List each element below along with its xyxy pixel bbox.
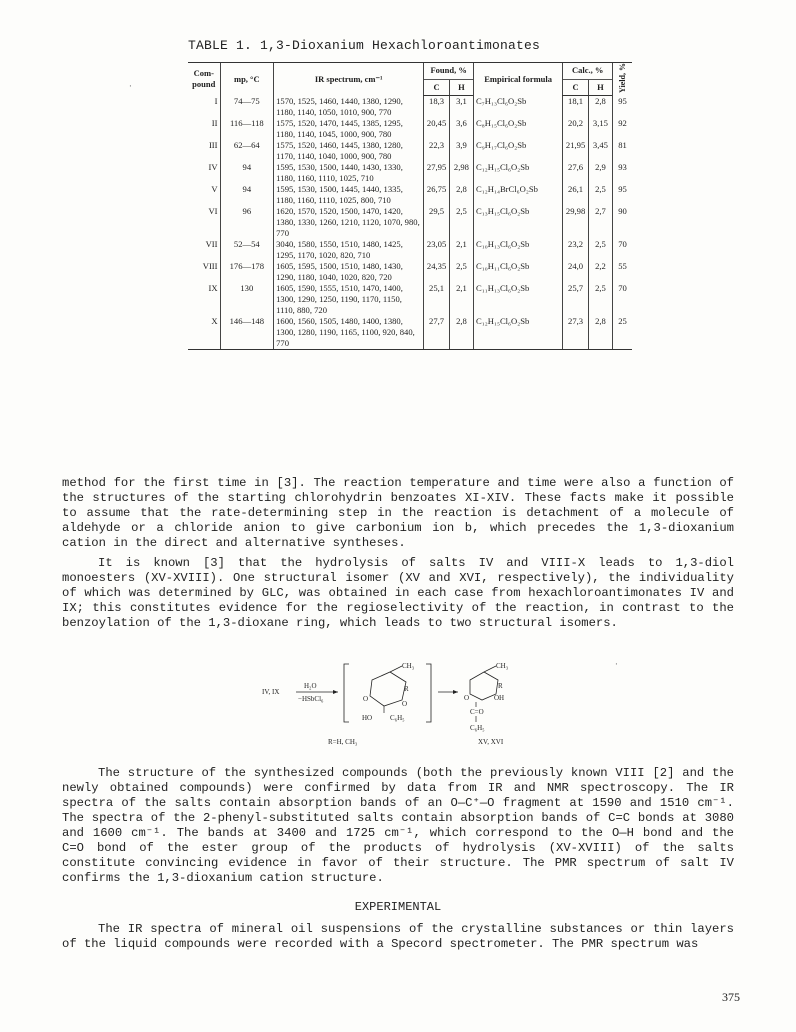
cell-calc-c: 21,95: [563, 140, 589, 162]
cell-calc-c: 25,7: [563, 283, 589, 316]
table-title: TABLE 1. 1,3-Dioxanium Hexachloroantimonates: [188, 38, 541, 53]
cell-ir: 1600, 1560, 1505, 1480, 1400, 1380, 1300, 1280, 1190, 1165, 1100, 920, 840, 770: [274, 316, 424, 350]
paragraph-2: [62, 556, 734, 631]
cell-found-h: 2,8: [449, 184, 473, 206]
scheme-oh: OH: [494, 694, 505, 702]
speck-mark: ·: [614, 660, 619, 669]
cell-ir: 1595, 1530, 1500, 1445, 1440, 1335, 1180, 1160, 1110, 1025, 800, 710: [274, 184, 424, 206]
cell-yield: 92: [613, 118, 632, 140]
cell-mp: 94: [220, 162, 274, 184]
scheme-start-label: IV, IX: [262, 688, 280, 696]
cell-calc-h: 2,8: [588, 316, 612, 350]
paragraph-3: [62, 766, 734, 886]
cell-calc-h: 2,9: [588, 162, 612, 184]
cell-formula: C₁₀H₁₁Cl₆O₂Sb: [474, 261, 563, 283]
cell-calc-h: 2,7: [588, 206, 612, 239]
cell-calc-c: 23,2: [563, 239, 589, 261]
cell-calc-c: 18,1: [563, 96, 589, 118]
table-row: [188, 261, 632, 283]
cell-formula: C₁₂H₁₄BrCl₆O₂Sb: [474, 184, 563, 206]
cell-ir: 1605, 1595, 1500, 1510, 1480, 1430, 1290, 1180, 1040, 1020, 820, 720: [274, 261, 424, 283]
paragraph-4: [62, 922, 734, 952]
table-row: [188, 206, 632, 239]
cell-compound: IX: [208, 282, 218, 293]
header-calc: Calc., %: [563, 63, 613, 80]
cell-compound: IV: [208, 161, 218, 172]
cell-ir: 1595, 1530, 1500, 1440, 1430, 1330, 1180, 1160, 1110, 1025, 710: [274, 162, 424, 184]
section-heading: EXPERIMENTAL: [354, 900, 442, 914]
cell-compound: VIII: [202, 260, 218, 271]
cell-yield: 25: [613, 316, 632, 350]
scheme-o-a2: O: [402, 700, 408, 708]
table-row: [188, 162, 632, 184]
cell-found-c: 27,95: [424, 162, 450, 184]
scheme-reagent-top: H₂O: [304, 682, 317, 690]
cell-found-c: 27,7: [424, 316, 450, 350]
cell-yield: 93: [613, 162, 632, 184]
cell-formula: C₇H₁₃Cl₆O₂Sb: [474, 96, 563, 118]
cell-mp: 176—178: [220, 261, 274, 283]
cell-found-h: 3,6: [449, 118, 473, 140]
header-yield: Yield, %: [613, 63, 632, 96]
cell-formula: C₉H₁₇Cl₆O₂Sb: [474, 140, 563, 162]
cell-formula: C₁₂H₁₅Cl₆O₂Sb: [474, 162, 563, 184]
cell-found-h: 2,1: [449, 239, 473, 261]
scheme-o-a1: O: [363, 695, 369, 703]
cell-found-c: 22,3: [424, 140, 450, 162]
table-row: [188, 118, 632, 140]
page-number: 375: [722, 990, 740, 1004]
paragraph-3-text: The structure of the synthesized compounds (both the previously known VIII [2] and the newly obtained compounds) were confirmed by data from IR and NMR spectroscopy. The IR spectra of the salts contain absorption bands of an O—C⁺—O fragment at 1590 and 1510 cm⁻¹. The spectra of the 2-phenyl-substituted salts contain absorption bands of C=C bonds at 3080 and 1600 cm⁻¹. The bands at 3400 and 1725 cm⁻¹, which correspond to the O—H bond and the C=O bond of the ester group of the products of hydrolysis (XV-XVIII) of the salts constitute convincing evidence in favor of their structure. The PMR spectrum of salt IV confirms the 1,3-dioxanium cation structure.: [62, 766, 734, 885]
cell-compound: II: [211, 117, 218, 128]
hydrolysis-scheme: [252, 658, 552, 758]
scheme-ch3-b: CH₃: [496, 662, 509, 670]
header-ir: IR spectrum, cm⁻¹: [274, 63, 424, 96]
scheme-reagent-bottom: −HSbCl₆: [298, 695, 324, 703]
cell-calc-c: 29,98: [563, 206, 589, 239]
cell-mp: 130: [220, 283, 274, 316]
cell-found-c: 23,05: [424, 239, 450, 261]
scheme-o-b: O: [464, 694, 470, 702]
cell-found-h: 2,5: [449, 206, 473, 239]
header-mp: mp, °C: [220, 63, 274, 96]
cell-found-h: 3,9: [449, 140, 473, 162]
cell-mp: 62—64: [220, 140, 274, 162]
cell-calc-c: 27,6: [563, 162, 589, 184]
cell-found-c: 26,75: [424, 184, 450, 206]
scheme-c6h5-a: C₆H₅: [390, 714, 405, 722]
cell-mp: 74—75: [220, 96, 274, 118]
cell-compound: III: [208, 139, 218, 150]
cell-mp: 94: [220, 184, 274, 206]
cell-yield: 90: [613, 206, 632, 239]
header-found-h: H: [449, 79, 473, 96]
cell-calc-c: 20,2: [563, 118, 589, 140]
cell-calc-h: 2,5: [588, 184, 612, 206]
table-row: [188, 140, 632, 162]
cell-ir: 1575, 1520, 1470, 1445, 1385, 1295, 1180, 1140, 1045, 1000, 900, 780: [274, 118, 424, 140]
cell-ir: 1605, 1590, 1555, 1510, 1470, 1400, 1300, 1290, 1250, 1190, 1170, 1150, 1110, 880, 720: [274, 283, 424, 316]
header-found: Found, %: [424, 63, 474, 80]
table-row: [188, 316, 632, 350]
cell-found-h: 2,5: [449, 261, 473, 283]
cell-found-c: 20,45: [424, 118, 450, 140]
paragraph-4-text: The IR spectra of mineral oil suspensions of the crystalline substances or thin layers of the liquid compounds were recorded with a Specord spectrometer. The PMR spectrum was: [62, 922, 734, 951]
scheme-ho: HO: [362, 714, 373, 722]
cell-mp: 116—118: [220, 118, 274, 140]
cell-ir: 1620, 1570, 1520, 1500, 1470, 1420, 1380, 1330, 1260, 1210, 1120, 1070, 980, 770: [274, 206, 424, 239]
cell-found-h: 2,1: [449, 283, 473, 316]
cell-calc-c: 24,0: [563, 261, 589, 283]
cell-found-c: 24,35: [424, 261, 450, 283]
scheme-r-a: R: [404, 685, 409, 693]
cell-formula: C₁₀H₁₃Cl₆O₂Sb: [474, 239, 563, 261]
cell-yield: 81: [613, 140, 632, 162]
header-formula: Empirical formula: [474, 63, 563, 96]
cell-formula: C₁₃H₁₅Cl₆O₂Sb: [474, 206, 563, 239]
scheme-co: C=O: [470, 708, 484, 716]
scheme-label-left: R=H, CH₃: [328, 738, 358, 746]
cell-formula: C₈H₁₅Cl₆O₂Sb: [474, 118, 563, 140]
cell-calc-c: 26,1: [563, 184, 589, 206]
header-calc-h: H: [588, 79, 612, 96]
cell-calc-h: 2,5: [588, 283, 612, 316]
cell-found-h: 2,98: [449, 162, 473, 184]
table-row: [188, 283, 632, 316]
table-row: [188, 239, 632, 261]
cell-calc-c: 27,3: [563, 316, 589, 350]
scheme-label-right: XV, XVI: [478, 738, 504, 746]
cell-found-c: 29,5: [424, 206, 450, 239]
header-compound: Com- pound: [188, 63, 220, 96]
cell-found-h: 2,8: [449, 316, 473, 350]
cell-found-h: 3,1: [449, 96, 473, 118]
cell-ir: 3040, 1580, 1550, 1510, 1480, 1425, 1295, 1170, 1020, 820, 710: [274, 239, 424, 261]
cell-formula: C₁₂H₁₅Cl₆O₂Sb: [474, 316, 563, 350]
cell-calc-h: 2,2: [588, 261, 612, 283]
paragraph-1: method for the first time in [3]. The reaction temperature and time were also a function of the structures of the starting chlorohydrin benzoates XI-XIV. These facts make it possible to assume that the rate-determining step in the reaction is detachment of a molecule of aldehyde or a chloride anion to give carbonium ion b, which precedes the 1,3-dioxanium cation in the direct and alternative syntheses.: [62, 476, 734, 550]
cell-mp: 96: [220, 206, 274, 239]
cell-calc-h: 2,8: [588, 96, 612, 118]
cell-compound: VII: [205, 238, 218, 249]
cell-calc-h: 2,5: [588, 239, 612, 261]
cell-calc-h: 3,45: [588, 140, 612, 162]
cell-yield: 95: [613, 184, 632, 206]
table-body: [188, 96, 632, 350]
cell-compound: V: [211, 183, 218, 194]
cell-yield: 70: [613, 283, 632, 316]
scheme-r-b: R: [498, 682, 503, 690]
cell-calc-h: 3,15: [588, 118, 612, 140]
header-calc-c: C: [563, 79, 589, 96]
table-row: [188, 184, 632, 206]
scheme-c6h5-b: C₆H₅: [470, 724, 485, 732]
cell-yield: 95: [613, 96, 632, 118]
cell-mp: 52—54: [220, 239, 274, 261]
cell-yield: 70: [613, 239, 632, 261]
cell-mp: 146—148: [220, 316, 274, 350]
cell-formula: C₁₁H₁₃Cl₆O₂Sb: [474, 283, 563, 316]
cell-found-c: 18,3: [424, 96, 450, 118]
cell-found-c: 25,1: [424, 283, 450, 316]
cell-compound: VI: [208, 205, 218, 216]
scheme-ch3-a: CH₃: [402, 662, 415, 670]
table-row: [188, 96, 632, 118]
cell-compound: I: [214, 95, 218, 106]
data-table: [188, 62, 632, 350]
header-found-c: C: [424, 79, 450, 96]
cell-yield: 55: [613, 261, 632, 283]
cell-ir: 1575, 1520, 1460, 1445, 1380, 1280, 1170, 1140, 1040, 1000, 900, 780: [274, 140, 424, 162]
speck-mark: ·: [128, 82, 133, 91]
cell-ir: 1570, 1525, 1460, 1440, 1380, 1290, 1180, 1140, 1050, 1010, 900, 770: [274, 96, 424, 118]
paragraph-2-text: It is known [3] that the hydrolysis of salts IV and VIII-X leads to 1,3-diol monoesters (XV-XVIII). One structural isomer (XV and XVI, respectively), the individuality of which was determined by GLC, was obtained in each case from hexachloroantimonates IV and IX; this constitutes evidence for the regioselectivity of the reaction, in contrast to the benzoylation of the 1,3-dioxane ring, which leads to two structural isomers.: [62, 556, 734, 630]
cell-compound: X: [188, 316, 220, 350]
